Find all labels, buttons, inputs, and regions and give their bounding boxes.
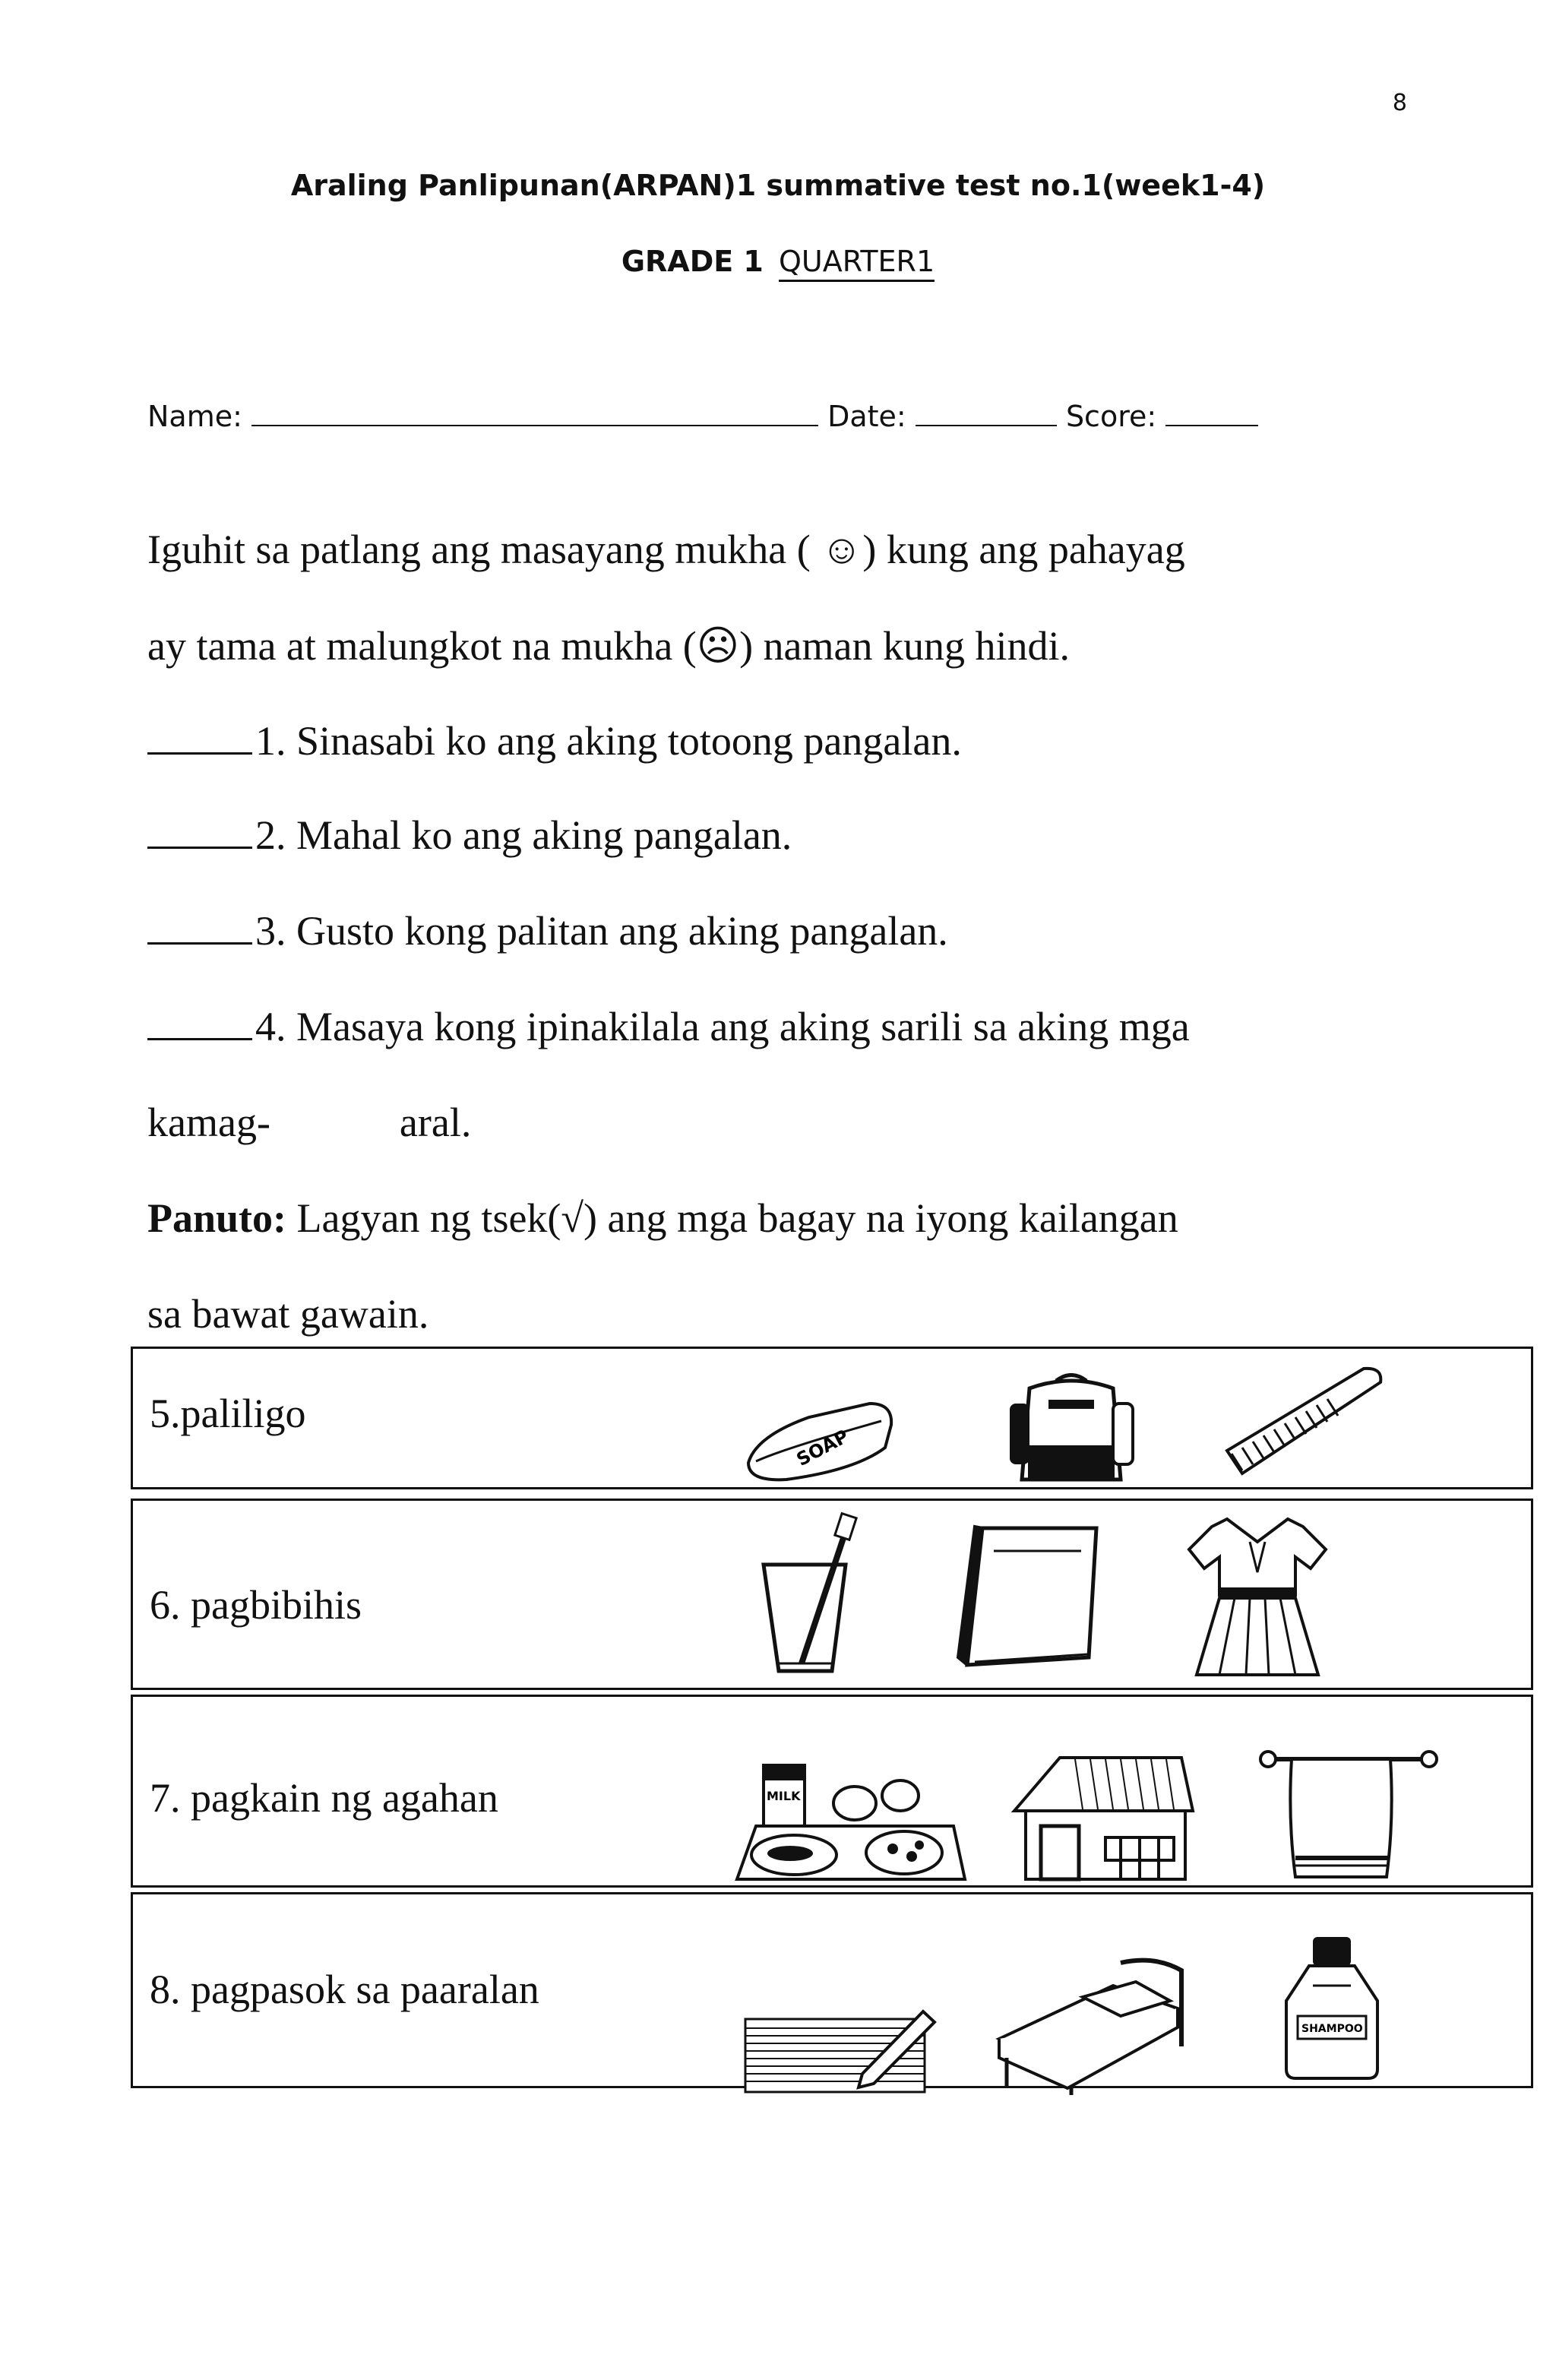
- grade-quarter-line: [0, 245, 1556, 278]
- info-line: [147, 400, 1258, 433]
- name-field[interactable]: [251, 402, 818, 426]
- page-number: 8: [1392, 90, 1407, 116]
- answer-blank-2[interactable]: [147, 812, 252, 849]
- toothbrush-cup-icon[interactable]: [756, 1511, 862, 1679]
- row-label: 6. pagbibihis: [150, 1582, 362, 1628]
- panuto-line-1: Panuto: Lagyan ng tsek(√) ang mga bagay na iyong kailangan: [147, 1195, 1178, 1241]
- table-row: [131, 1695, 1533, 1888]
- row-label: 5.paliligo: [150, 1391, 306, 1436]
- breakfast-tray-icon[interactable]: [733, 1758, 969, 1882]
- svg-text:MILK: MILK: [767, 1789, 801, 1803]
- table-row: [131, 1347, 1533, 1489]
- panuto-line-2: sa bawat gawain.: [147, 1291, 429, 1337]
- answer-blank-3[interactable]: [147, 907, 252, 945]
- question-4-continuation: kamag- aral.: [147, 1100, 472, 1145]
- svg-text:SOAP: SOAP: [792, 1425, 852, 1470]
- name-label: Name:: [147, 400, 242, 433]
- date-field[interactable]: [916, 402, 1057, 426]
- bed-icon[interactable]: [984, 1955, 1189, 2097]
- question-text: 1. Sinasabi ko ang aking totoong pangalan.: [255, 718, 962, 764]
- row-label: 7. pagkain ng agahan: [150, 1775, 498, 1821]
- shampoo-icon[interactable]: [1279, 1932, 1385, 2081]
- date-label: Date:: [827, 400, 906, 433]
- question-text: 4. Masaya kong ipinakilala ang aking sarili sa aking mga: [255, 1004, 1190, 1049]
- towel-icon[interactable]: [1257, 1744, 1440, 1885]
- soap-icon[interactable]: [741, 1394, 900, 1486]
- score-field[interactable]: [1165, 402, 1258, 426]
- answer-blank-1[interactable]: [147, 717, 252, 755]
- grade-label: GRADE 1: [621, 245, 764, 278]
- panuto-label: Panuto:: [147, 1195, 287, 1241]
- question-text: 3. Gusto kong palitan ang aking pangalan.: [255, 908, 948, 954]
- table-row: [131, 1892, 1533, 2088]
- table-row: [131, 1499, 1533, 1690]
- row-label: 8. pagpasok sa paaralan: [150, 1967, 539, 2012]
- page-title: Araling Panlipunan(ARPAN)1 summative test no.1(week1-4): [290, 169, 1266, 202]
- quarter-label: QUARTER1: [779, 245, 935, 282]
- svg-text:SHAMPOO: SHAMPOO: [1301, 2023, 1363, 2035]
- instruction-line-1: Iguhit sa patlang ang masayang mukha ( ☺) kung ang pahayag: [147, 527, 1185, 572]
- notebook-pencil-icon[interactable]: [741, 2004, 938, 2095]
- instruction-line-2: ay tama at malungkot na mukha (☹) naman kung hindi.: [147, 623, 1070, 669]
- backpack-icon[interactable]: [999, 1373, 1143, 1487]
- question-4: [147, 1003, 1190, 1050]
- question-3: [147, 907, 948, 954]
- book-icon[interactable]: [952, 1521, 1104, 1673]
- score-label: Score:: [1065, 400, 1157, 433]
- question-1: [147, 717, 962, 764]
- question-text: 2. Mahal ko ang aking pangalan.: [255, 812, 792, 858]
- question-2: [147, 812, 792, 859]
- house-icon[interactable]: [1007, 1750, 1197, 1882]
- answer-blank-4[interactable]: [147, 1003, 252, 1040]
- comb-icon[interactable]: [1212, 1359, 1394, 1481]
- uniform-icon[interactable]: [1181, 1511, 1333, 1682]
